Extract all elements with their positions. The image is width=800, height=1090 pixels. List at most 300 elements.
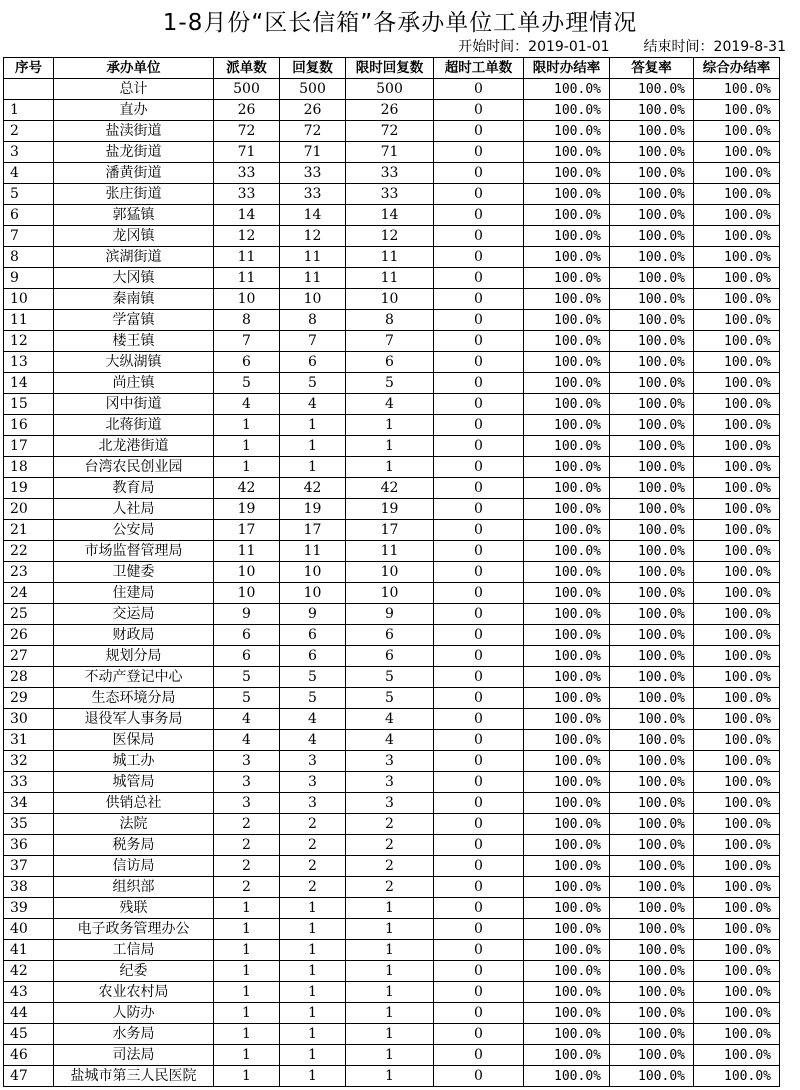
cell-timely-replied: 2: [346, 877, 434, 898]
cell-reply-rate: 100.0%: [610, 1003, 694, 1024]
cell-overall-rate: 100.0%: [694, 1024, 780, 1045]
cell-timely-rate: 100.0%: [524, 646, 610, 667]
cell-overall-rate: 100.0%: [694, 457, 780, 478]
cell-reply-rate: 100.0%: [610, 100, 694, 121]
cell-overdue: 0: [434, 163, 524, 184]
cell-timely-rate: 100.0%: [524, 247, 610, 268]
cell-timely-replied: 1: [346, 982, 434, 1003]
cell-index: 15: [4, 394, 54, 415]
cell-reply-rate: 100.0%: [610, 436, 694, 457]
cell-overdue: 0: [434, 436, 524, 457]
cell-timely-rate: 100.0%: [524, 184, 610, 205]
cell-overdue: 0: [434, 289, 524, 310]
cell-overall-rate: 100.0%: [694, 940, 780, 961]
cell-overall-rate: 100.0%: [694, 79, 780, 100]
cell-timely-replied: 6: [346, 625, 434, 646]
cell-timely-rate: 100.0%: [524, 856, 610, 877]
cell-index: 24: [4, 583, 54, 604]
cell-dispatched: 10: [214, 289, 280, 310]
cell-timely-rate: 100.0%: [524, 709, 610, 730]
cell-index: [4, 79, 54, 100]
table-row: [4, 730, 780, 751]
table-row: [4, 541, 780, 562]
cell-dispatched: 1: [214, 919, 280, 940]
cell-index: 6: [4, 205, 54, 226]
cell-timely-replied: 19: [346, 499, 434, 520]
cell-reply-rate: 100.0%: [610, 856, 694, 877]
cell-timely-replied: 1: [346, 436, 434, 457]
cell-reply-rate: 100.0%: [610, 814, 694, 835]
cell-reply-rate: 100.0%: [610, 751, 694, 772]
cell-overall-rate: 100.0%: [694, 205, 780, 226]
cell-timely-rate: 100.0%: [524, 562, 610, 583]
cell-unit: 农业农村局: [54, 982, 214, 1003]
table-row: [4, 646, 780, 667]
cell-unit: 规划分局: [54, 646, 214, 667]
cell-dispatched: 5: [214, 667, 280, 688]
cell-overdue: 0: [434, 856, 524, 877]
cell-replied: 33: [280, 163, 346, 184]
cell-index: 45: [4, 1024, 54, 1045]
table-row: [4, 793, 780, 814]
cell-timely-replied: 1: [346, 457, 434, 478]
cell-timely-replied: 33: [346, 163, 434, 184]
cell-timely-replied: 26: [346, 100, 434, 121]
cell-index: 1: [4, 100, 54, 121]
cell-unit: 信访局: [54, 856, 214, 877]
table-row: [4, 352, 780, 373]
cell-reply-rate: 100.0%: [610, 520, 694, 541]
cell-overall-rate: 100.0%: [694, 142, 780, 163]
cell-dispatched: 1: [214, 415, 280, 436]
cell-index: 44: [4, 1003, 54, 1024]
table-row: [4, 1003, 780, 1024]
cell-timely-replied: 42: [346, 478, 434, 499]
cell-timely-replied: 1: [346, 940, 434, 961]
table-row: [4, 478, 780, 499]
cell-reply-rate: 100.0%: [610, 1045, 694, 1066]
cell-index: 4: [4, 163, 54, 184]
col-header-timely-rate: 限时办结率: [524, 58, 610, 79]
cell-replied: 17: [280, 520, 346, 541]
cell-overdue: 0: [434, 1045, 524, 1066]
cell-index: 27: [4, 646, 54, 667]
cell-timely-rate: 100.0%: [524, 961, 610, 982]
table-row: [4, 898, 780, 919]
cell-unit: 医保局: [54, 730, 214, 751]
cell-timely-rate: 100.0%: [524, 352, 610, 373]
cell-index: 39: [4, 898, 54, 919]
cell-overall-rate: 100.0%: [694, 121, 780, 142]
cell-timely-rate: 100.0%: [524, 541, 610, 562]
cell-index: 47: [4, 1066, 54, 1087]
cell-overall-rate: 100.0%: [694, 877, 780, 898]
table-row: [4, 415, 780, 436]
cell-overall-rate: 100.0%: [694, 709, 780, 730]
cell-index: 25: [4, 604, 54, 625]
total-row: [4, 79, 780, 100]
cell-replied: 4: [280, 394, 346, 415]
cell-unit: 电子政务管理办公: [54, 919, 214, 940]
col-header-unit: 承办单位: [54, 58, 214, 79]
cell-dispatched: 3: [214, 772, 280, 793]
cell-overdue: 0: [434, 394, 524, 415]
cell-overdue: 0: [434, 1066, 524, 1087]
cell-unit: 楼王镇: [54, 331, 214, 352]
cell-timely-replied: 14: [346, 205, 434, 226]
cell-overdue: 0: [434, 646, 524, 667]
cell-reply-rate: 100.0%: [610, 919, 694, 940]
table-row: [4, 394, 780, 415]
cell-unit: 冈中街道: [54, 394, 214, 415]
cell-overdue: 0: [434, 709, 524, 730]
cell-timely-replied: 1: [346, 919, 434, 940]
cell-index: 34: [4, 793, 54, 814]
cell-overall-rate: 100.0%: [694, 646, 780, 667]
cell-overall-rate: 100.0%: [694, 919, 780, 940]
cell-replied: 6: [280, 352, 346, 373]
cell-timely-replied: 10: [346, 562, 434, 583]
cell-timely-replied: 10: [346, 289, 434, 310]
table-row: [4, 310, 780, 331]
cell-index: 17: [4, 436, 54, 457]
table-row: [4, 940, 780, 961]
cell-dispatched: 6: [214, 352, 280, 373]
cell-timely-replied: 9: [346, 604, 434, 625]
table-row: [4, 583, 780, 604]
cell-overall-rate: 100.0%: [694, 373, 780, 394]
cell-index: 32: [4, 751, 54, 772]
cell-unit: 公安局: [54, 520, 214, 541]
cell-timely-replied: 10: [346, 583, 434, 604]
cell-replied: 1: [280, 982, 346, 1003]
cell-timely-replied: 8: [346, 310, 434, 331]
cell-overall-rate: 100.0%: [694, 835, 780, 856]
cell-replied: 1: [280, 1003, 346, 1024]
cell-overall-rate: 100.0%: [694, 898, 780, 919]
cell-timely-rate: 100.0%: [524, 835, 610, 856]
cell-timely-replied: 3: [346, 751, 434, 772]
page-title: 1-8月份“区长信箱”各承办单位工单办理情况: [162, 10, 638, 36]
cell-dispatched: 3: [214, 793, 280, 814]
table-row: [4, 121, 780, 142]
cell-overdue: 0: [434, 961, 524, 982]
cell-timely-replied: 4: [346, 394, 434, 415]
cell-unit: 盐渎街道: [54, 121, 214, 142]
cell-timely-rate: 100.0%: [524, 520, 610, 541]
cell-replied: 5: [280, 373, 346, 394]
cell-index: 8: [4, 247, 54, 268]
cell-replied: 72: [280, 121, 346, 142]
cell-overdue: 0: [434, 121, 524, 142]
cell-replied: 6: [280, 625, 346, 646]
cell-overall-rate: 100.0%: [694, 415, 780, 436]
table-row: [4, 772, 780, 793]
cell-replied: 42: [280, 478, 346, 499]
cell-unit: 司法局: [54, 1045, 214, 1066]
cell-timely-replied: 72: [346, 121, 434, 142]
cell-unit: 税务局: [54, 835, 214, 856]
cell-replied: 10: [280, 289, 346, 310]
cell-replied: 1: [280, 919, 346, 940]
table-row: [4, 268, 780, 289]
cell-unit: 交运局: [54, 604, 214, 625]
cell-replied: 9: [280, 604, 346, 625]
cell-timely-replied: 7: [346, 331, 434, 352]
table-row: [4, 667, 780, 688]
cell-replied: 7: [280, 331, 346, 352]
table-row: [4, 499, 780, 520]
cell-overall-rate: 100.0%: [694, 688, 780, 709]
cell-timely-rate: 100.0%: [524, 667, 610, 688]
cell-index: 29: [4, 688, 54, 709]
cell-reply-rate: 100.0%: [610, 961, 694, 982]
table-row: [4, 163, 780, 184]
cell-timely-rate: 100.0%: [524, 604, 610, 625]
cell-overall-rate: 100.0%: [694, 751, 780, 772]
cell-overdue: 0: [434, 268, 524, 289]
cell-dispatched: 1: [214, 1024, 280, 1045]
cell-overall-rate: 100.0%: [694, 793, 780, 814]
cell-overdue: 0: [434, 793, 524, 814]
cell-dispatched: 3: [214, 751, 280, 772]
cell-overdue: 0: [434, 625, 524, 646]
col-header-dispatched: 派单数: [214, 58, 280, 79]
cell-overdue: 0: [434, 541, 524, 562]
cell-overdue: 0: [434, 1024, 524, 1045]
cell-dispatched: 71: [214, 142, 280, 163]
cell-timely-replied: 5: [346, 373, 434, 394]
cell-replied: 4: [280, 709, 346, 730]
cell-timely-rate: 100.0%: [524, 415, 610, 436]
cell-timely-rate: 100.0%: [524, 289, 610, 310]
cell-replied: 11: [280, 247, 346, 268]
cell-dispatched: 1: [214, 1045, 280, 1066]
cell-timely-rate: 100.0%: [524, 1045, 610, 1066]
cell-overdue: 0: [434, 1003, 524, 1024]
cell-overall-rate: 100.0%: [694, 730, 780, 751]
cell-timely-rate: 100.0%: [524, 730, 610, 751]
cell-dispatched: 11: [214, 247, 280, 268]
cell-replied: 2: [280, 835, 346, 856]
col-header-overall-rate: 综合办结率: [694, 58, 780, 79]
cell-overdue: 0: [434, 562, 524, 583]
cell-overdue: 0: [434, 373, 524, 394]
cell-overall-rate: 100.0%: [694, 478, 780, 499]
cell-unit: 台湾农民创业园: [54, 457, 214, 478]
cell-index: 19: [4, 478, 54, 499]
cell-dispatched: 1: [214, 457, 280, 478]
cell-overall-rate: 100.0%: [694, 772, 780, 793]
table-row: [4, 289, 780, 310]
cell-unit: 市场监督管理局: [54, 541, 214, 562]
cell-index: 43: [4, 982, 54, 1003]
table-row: [4, 100, 780, 121]
col-header-overdue: 超时工单数: [434, 58, 524, 79]
cell-dispatched: 19: [214, 499, 280, 520]
cell-dispatched: 11: [214, 268, 280, 289]
cell-unit: 退役军人事务局: [54, 709, 214, 730]
cell-reply-rate: 100.0%: [610, 940, 694, 961]
cell-overdue: 0: [434, 982, 524, 1003]
cell-index: 12: [4, 331, 54, 352]
cell-timely-replied: 6: [346, 352, 434, 373]
col-header-reply-rate: 答复率: [610, 58, 694, 79]
cell-timely-rate: 100.0%: [524, 1024, 610, 1045]
table-row: [4, 625, 780, 646]
work-order-table: [3, 57, 780, 1087]
cell-overall-rate: 100.0%: [694, 541, 780, 562]
cell-dispatched: 4: [214, 730, 280, 751]
cell-dispatched: 72: [214, 121, 280, 142]
cell-reply-rate: 100.0%: [610, 730, 694, 751]
cell-reply-rate: 100.0%: [610, 373, 694, 394]
cell-unit: 城工办: [54, 751, 214, 772]
cell-index: 3: [4, 142, 54, 163]
cell-overdue: 0: [434, 100, 524, 121]
cell-overall-rate: 100.0%: [694, 562, 780, 583]
cell-replied: 8: [280, 310, 346, 331]
table-row: [4, 835, 780, 856]
cell-timely-replied: 33: [346, 184, 434, 205]
cell-timely-rate: 100.0%: [524, 457, 610, 478]
cell-index: 41: [4, 940, 54, 961]
cell-unit: 学富镇: [54, 310, 214, 331]
cell-timely-rate: 100.0%: [524, 310, 610, 331]
cell-overall-rate: 100.0%: [694, 583, 780, 604]
table-row: [4, 709, 780, 730]
cell-dispatched: 2: [214, 835, 280, 856]
cell-reply-rate: 100.0%: [610, 646, 694, 667]
cell-index: 31: [4, 730, 54, 751]
cell-reply-rate: 100.0%: [610, 457, 694, 478]
cell-reply-rate: 100.0%: [610, 268, 694, 289]
cell-timely-replied: 11: [346, 268, 434, 289]
cell-timely-rate: 100.0%: [524, 331, 610, 352]
cell-unit: 尚庄镇: [54, 373, 214, 394]
cell-unit: 城管局: [54, 772, 214, 793]
cell-unit: 不动产登记中心: [54, 667, 214, 688]
cell-timely-rate: 100.0%: [524, 1066, 610, 1087]
cell-reply-rate: 100.0%: [610, 415, 694, 436]
cell-timely-rate: 100.0%: [524, 583, 610, 604]
cell-dispatched: 33: [214, 163, 280, 184]
cell-unit: 纪委: [54, 961, 214, 982]
end-time: 结束时间：2019-8-31: [643, 39, 786, 55]
cell-reply-rate: 100.0%: [610, 289, 694, 310]
cell-index: 28: [4, 667, 54, 688]
cell-dispatched: 7: [214, 331, 280, 352]
cell-replied: 2: [280, 814, 346, 835]
cell-timely-rate: 100.0%: [524, 1003, 610, 1024]
cell-overdue: 0: [434, 499, 524, 520]
cell-overdue: 0: [434, 310, 524, 331]
cell-index: 5: [4, 184, 54, 205]
cell-timely-replied: 500: [346, 79, 434, 100]
cell-timely-rate: 100.0%: [524, 268, 610, 289]
cell-unit: 财政局: [54, 625, 214, 646]
cell-timely-replied: 6: [346, 646, 434, 667]
cell-replied: 11: [280, 541, 346, 562]
cell-dispatched: 42: [214, 478, 280, 499]
cell-index: 10: [4, 289, 54, 310]
cell-dispatched: 500: [214, 79, 280, 100]
cell-overall-rate: 100.0%: [694, 163, 780, 184]
cell-dispatched: 14: [214, 205, 280, 226]
col-header-index: 序号: [4, 58, 54, 79]
cell-timely-rate: 100.0%: [524, 226, 610, 247]
table-row: [4, 184, 780, 205]
cell-overall-rate: 100.0%: [694, 856, 780, 877]
cell-overdue: 0: [434, 604, 524, 625]
cell-replied: 11: [280, 268, 346, 289]
cell-index: 23: [4, 562, 54, 583]
cell-index: 20: [4, 499, 54, 520]
cell-overall-rate: 100.0%: [694, 1066, 780, 1087]
cell-index: 18: [4, 457, 54, 478]
cell-unit: 盐城市第三人民医院: [54, 1066, 214, 1087]
cell-reply-rate: 100.0%: [610, 121, 694, 142]
table-row: [4, 877, 780, 898]
cell-dispatched: 1: [214, 1066, 280, 1087]
cell-replied: 4: [280, 730, 346, 751]
cell-index: 38: [4, 877, 54, 898]
cell-overall-rate: 100.0%: [694, 184, 780, 205]
cell-reply-rate: 100.0%: [610, 142, 694, 163]
cell-reply-rate: 100.0%: [610, 667, 694, 688]
cell-timely-replied: 1: [346, 1024, 434, 1045]
cell-index: 21: [4, 520, 54, 541]
table-row: [4, 562, 780, 583]
cell-timely-rate: 100.0%: [524, 394, 610, 415]
cell-reply-rate: 100.0%: [610, 247, 694, 268]
cell-index: 42: [4, 961, 54, 982]
cell-reply-rate: 100.0%: [610, 478, 694, 499]
cell-replied: 5: [280, 688, 346, 709]
cell-index: 11: [4, 310, 54, 331]
cell-timely-rate: 100.0%: [524, 688, 610, 709]
cell-timely-replied: 4: [346, 730, 434, 751]
cell-index: 36: [4, 835, 54, 856]
cell-timely-rate: 100.0%: [524, 625, 610, 646]
cell-timely-replied: 11: [346, 541, 434, 562]
cell-overdue: 0: [434, 478, 524, 499]
cell-replied: 3: [280, 751, 346, 772]
table-row: [4, 919, 780, 940]
cell-timely-replied: 5: [346, 667, 434, 688]
cell-timely-rate: 100.0%: [524, 79, 610, 100]
cell-timely-replied: 17: [346, 520, 434, 541]
cell-dispatched: 10: [214, 562, 280, 583]
cell-timely-rate: 100.0%: [524, 100, 610, 121]
cell-replied: 19: [280, 499, 346, 520]
cell-overall-rate: 100.0%: [694, 226, 780, 247]
cell-dispatched: 1: [214, 961, 280, 982]
cell-unit: 残联: [54, 898, 214, 919]
cell-overall-rate: 100.0%: [694, 814, 780, 835]
cell-timely-replied: 1: [346, 1066, 434, 1087]
cell-timely-rate: 100.0%: [524, 919, 610, 940]
cell-unit: 组织部: [54, 877, 214, 898]
cell-replied: 1: [280, 436, 346, 457]
table-row: [4, 751, 780, 772]
cell-replied: 10: [280, 562, 346, 583]
cell-overall-rate: 100.0%: [694, 436, 780, 457]
cell-timely-replied: 2: [346, 835, 434, 856]
cell-unit: 滨湖街道: [54, 247, 214, 268]
cell-overdue: 0: [434, 247, 524, 268]
cell-overdue: 0: [434, 79, 524, 100]
